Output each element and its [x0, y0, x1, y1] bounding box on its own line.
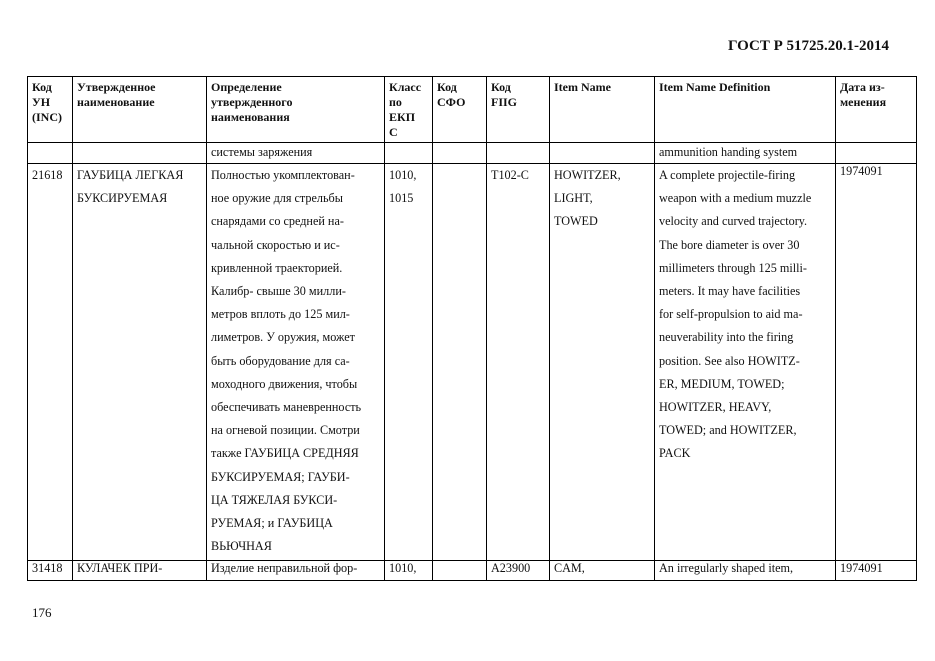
cell-text-line: БУКСИРУЕМАЯ; ГАУБИ-: [211, 469, 350, 484]
cell-item-def: [655, 164, 836, 561]
column-header-date: [836, 77, 917, 143]
cell-text-line: 31418: [32, 561, 63, 576]
cell-text-line: 1015: [389, 191, 414, 206]
column-header-line: Item Name Definition: [659, 80, 771, 94]
column-header-sfo: [433, 77, 487, 143]
page-number: 176: [32, 605, 52, 620]
column-header-fiig: [487, 77, 550, 143]
column-header-line: ЕКП: [389, 110, 416, 124]
table-body: [28, 143, 917, 581]
cell-inc: [28, 143, 73, 164]
cell-text-line: PACK: [659, 446, 691, 461]
cell-item-def: [655, 143, 836, 164]
cell-sfo: [433, 143, 487, 164]
catalog-table: [27, 76, 917, 581]
column-header-class: [385, 77, 433, 143]
cell-definition: [207, 561, 385, 581]
document-title: ГОСТ Р 51725.20.1-2014: [727, 38, 889, 54]
cell-item-def: [655, 561, 836, 581]
cell-text-line: также ГАУБИЦА СРЕДНЯЯ: [211, 446, 359, 461]
cell-class: [385, 143, 433, 164]
cell-class: [385, 164, 433, 561]
cell-text-line: ное оружие для стрельбы: [211, 191, 343, 206]
column-header-line: Дата из-: [840, 80, 885, 94]
column-header-line: наименования: [211, 110, 290, 124]
cell-text-line: Изделие неправильной фор-: [211, 561, 358, 576]
column-header-line: (INC): [32, 110, 62, 124]
cell-text-line: velocity and curved trajectory.: [659, 214, 808, 229]
cell-text-line: T102-C: [491, 168, 529, 182]
cell-text-line: БУКСИРУЕМАЯ: [77, 191, 168, 206]
cell-text-line: A23900: [491, 561, 531, 576]
cell-text-line: метров вплоть до 125 мил-: [211, 307, 350, 322]
cell-text-line: лиметров. У оружия, может: [211, 330, 356, 345]
cell-text-line: neuverability into the firing: [659, 330, 794, 345]
table-row: [28, 561, 917, 581]
cell-text-line: 1974091: [840, 164, 883, 178]
column-header-line: УН: [32, 95, 51, 109]
column-header-approved-name: [73, 77, 207, 143]
cell-text-line: на огневой позиции. Смотри: [211, 423, 360, 438]
cell-text-line: 21618: [32, 168, 63, 182]
cell-class: [385, 561, 433, 581]
cell-fiig: [487, 561, 550, 581]
cell-text-line: weapon with a medium muzzle: [659, 191, 812, 206]
cell-text-line: Калибр- свыше 30 милли-: [211, 284, 346, 299]
cell-sfo: [433, 561, 487, 581]
column-header-line: Определение: [211, 80, 282, 94]
cell-approved-name: [73, 164, 207, 561]
cell-date: [836, 164, 917, 561]
cell-text-line: 1010,: [389, 561, 417, 576]
cell-text-line: чальной скоростью и ис-: [211, 237, 340, 252]
cell-sfo: [433, 164, 487, 561]
cell-text-line: моходного движения, чтобы: [211, 376, 358, 391]
cell-text-line: ER, MEDIUM, TOWED;: [659, 376, 785, 391]
column-header-line: наименование: [77, 95, 155, 109]
column-header-line: по: [389, 95, 402, 109]
cell-fiig: [487, 143, 550, 164]
cell-item-name: [550, 561, 655, 581]
cell-text-line: for self-propulsion to aid ma-: [659, 307, 803, 322]
column-header-line: СФО: [437, 95, 466, 109]
cell-item-name: [550, 143, 655, 164]
column-header-item-name: [550, 77, 655, 143]
cell-date: [836, 561, 917, 581]
column-header-line: менения: [840, 95, 887, 109]
cell-text-line: millimeters through 125 milli-: [659, 260, 807, 275]
table-row: [28, 143, 917, 164]
column-header-line: Класс: [389, 80, 422, 94]
cell-text-line: ЦА ТЯЖЕЛАЯ БУКСИ-: [211, 492, 338, 507]
cell-text-line: снарядами со средней на-: [211, 214, 344, 229]
cell-text-line: The bore diameter is over 30: [659, 237, 800, 252]
cell-text-line: An irregularly shaped item,: [659, 561, 794, 576]
column-header-line: FIIG: [491, 95, 518, 109]
cell-definition: [207, 143, 385, 164]
cell-inc: [28, 561, 73, 581]
column-header-line: Код: [32, 80, 52, 94]
cell-text-line: быть оборудование для са-: [211, 353, 350, 368]
table-row: [28, 164, 917, 561]
cell-text-line: кривленной траекторией.: [211, 260, 343, 275]
cell-text-line: 1010,: [389, 168, 417, 182]
column-header-line: Код: [437, 80, 457, 94]
cell-text-line: ГАУБИЦА ЛЕГКАЯ: [77, 168, 184, 182]
column-header-definition: [207, 77, 385, 143]
column-header-inc: [28, 77, 73, 143]
column-header-line: С: [389, 125, 398, 139]
cell-approved-name: [73, 561, 207, 581]
cell-text-line: обеспечивать маневренность: [211, 400, 362, 415]
cell-text-line: meters. It may have facilities: [659, 284, 801, 299]
cell-text-line: HOWITZER,: [554, 168, 621, 182]
cell-date: [836, 143, 917, 164]
cell-item-name: [550, 164, 655, 561]
column-header-item-def: [655, 77, 836, 143]
cell-text-line: CAM,: [554, 561, 585, 576]
cell-text-line: 1974091: [840, 561, 883, 576]
cell-text-line: HOWITZER, HEAVY,: [659, 400, 772, 415]
column-header-line: утвержденного: [211, 95, 293, 109]
cell-fiig: [487, 164, 550, 561]
cell-definition: [207, 164, 385, 561]
cell-text-line: LIGHT,: [554, 191, 593, 206]
column-header-line: Утвержденное: [77, 80, 156, 94]
cell-text-line: системы заряжения: [211, 145, 313, 159]
table-header-row: [28, 77, 917, 143]
cell-text-line: TOWED; and HOWITZER,: [659, 423, 797, 438]
cell-text-line: Полностью укомплектован-: [211, 168, 355, 182]
column-header-line: Код: [491, 80, 511, 94]
cell-text-line: ammunition handing system: [659, 145, 798, 159]
cell-text-line: TOWED: [554, 214, 598, 229]
cell-text-line: КУЛАЧЕК ПРИ-: [77, 561, 163, 576]
cell-approved-name: [73, 143, 207, 164]
cell-text-line: ВЬЮЧНАЯ: [211, 539, 272, 554]
cell-text-line: A complete projectile-firing: [659, 168, 796, 182]
cell-text-line: РУЕМАЯ; и ГАУБИЦА: [211, 516, 333, 531]
column-header-line: Item Name: [554, 80, 611, 94]
cell-inc: [28, 164, 73, 561]
cell-text-line: position. See also HOWITZ-: [659, 353, 800, 368]
